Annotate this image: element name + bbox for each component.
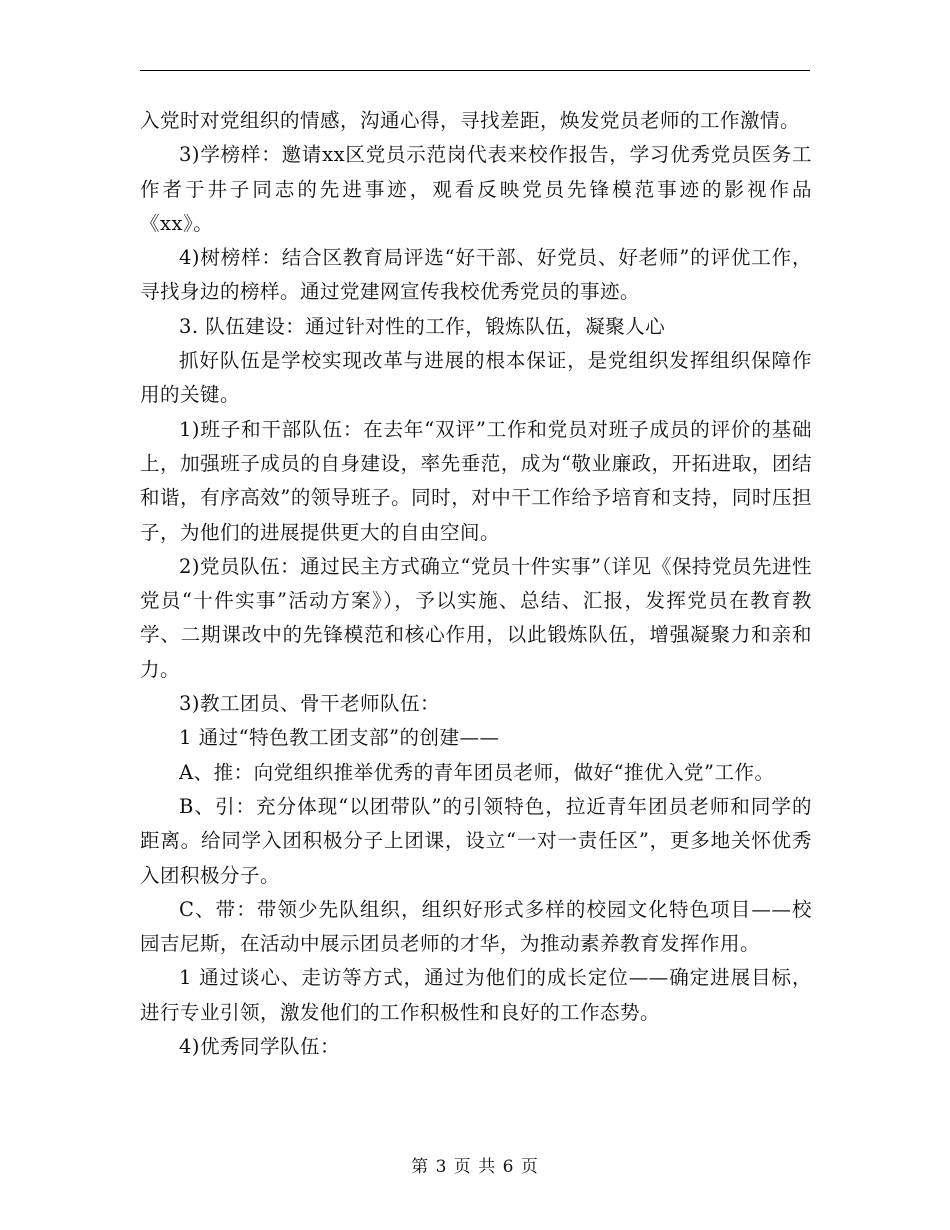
paragraph: 1 通过“特色教工团支部”的创建—— bbox=[179, 726, 500, 750]
paragraph: 1)班子和干部队伍：在去年“双评”工作和党员对班子成员的评价的基础上，加强班子成员的自身建设，率先垂范，成为“敬业廉政，开拓进取，团结和谐，有序高效”的领导班子。同时，对中干工作给予培育和支持，同时压担子，为他们的进展提供更大的自由空间。 bbox=[140, 417, 812, 544]
header-rule bbox=[140, 70, 810, 71]
paragraph: 4)优秀同学队伍： bbox=[179, 1035, 341, 1059]
paragraph: 抓好队伍是学校实现改革与进展的根本保证，是党组织发挥组织保障作用的关键。 bbox=[140, 349, 812, 407]
paragraph: 3)教工团员、骨干老师队伍： bbox=[179, 692, 441, 716]
section-heading: 3. 队伍建设：通过针对性的工作，锻炼队伍，凝聚人心 bbox=[179, 314, 666, 338]
paragraph: 2)党员队伍：通过民主方式确立“党员十件实事”（详见《保持党员先进性 党员“十件实事”活动方案》），予以实施、总结、汇报，发挥党员在教育教学、二期课改中的先锋模范和核心作用，以此锻炼队伍，增强凝聚力和亲和力。 bbox=[140, 554, 812, 681]
document-body bbox=[140, 104, 812, 1064]
paragraph: 1 通过谈心、走访等方式，通过为他们的成长定位——确定进展目标，进行专业引领，激发他们的工作积极性和良好的工作态势。 bbox=[140, 966, 812, 1024]
page-number: 第 3 页 共 6 页 bbox=[411, 1157, 539, 1177]
paragraph: 3)学榜样：邀请xx区党员示范岗代表来校作报告，学习优秀党员医务工作者于井子同志的先进事迹，观看反映党员先锋模范事迹的影视作品《xx》。 bbox=[140, 143, 812, 235]
paragraph: C、带：带领少先队组织，组织好形式多样的校园文化特色项目——校园吉尼斯，在活动中展示团员老师的才华，为推动素养教育发挥作用。 bbox=[140, 897, 812, 956]
paragraph: 4)树榜样：结合区教育局评选“好干部、好党员、好老师”的评优工作，寻找身边的榜样。通过党建网宣传我校优秀党员的事迹。 bbox=[140, 246, 812, 304]
paragraph: A、推：向党组织推举优秀的青年团员老师，做好“推优入党”工作。 bbox=[179, 760, 775, 784]
paragraph: 入党时对党组织的情感，沟通心得，寻找差距，焕发党员老师的工作激情。 bbox=[140, 109, 801, 132]
paragraph: B、引：充分体现“以团带队”的引领特色，拉近青年团员老师和同学的距离。给同学入团积极分子上团课，设立“一对一责任区”，更多地关怀优秀入团积极分子。 bbox=[140, 794, 812, 887]
